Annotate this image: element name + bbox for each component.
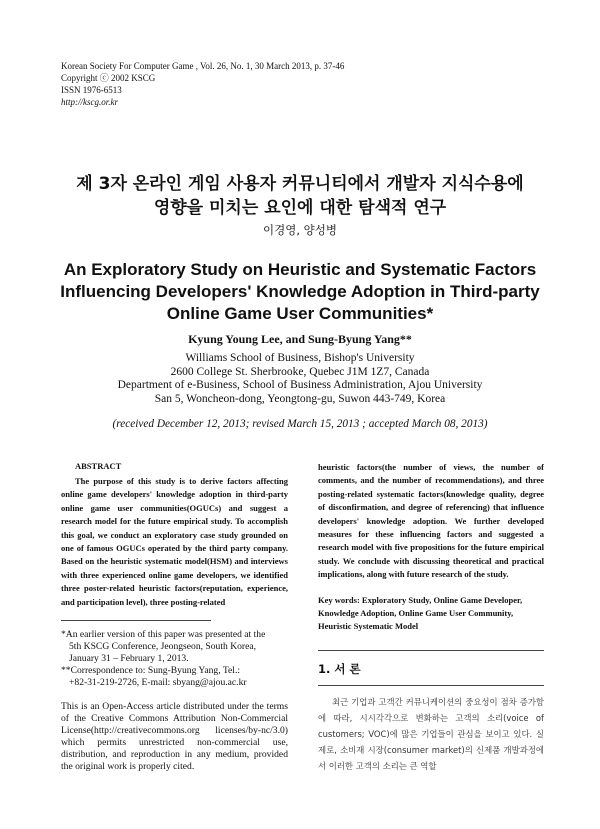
footnote-1-line-2: 5th KSCG Conference, Jeongseon, South Korea, xyxy=(69,641,257,653)
korean-title-line-2: 영향을 미치는 요인에 대한 탐색적 연구 xyxy=(153,198,447,218)
footnote-2-line-1: **Correspondence to: Sung-Byung Yang, Tel.: xyxy=(61,665,241,677)
affiliation-line-3: Department of e-Business, School of Business Administration, Ajou University xyxy=(117,379,483,392)
affiliation-line-1: Williams School of Business, Bishop's University xyxy=(185,352,415,364)
affiliation-line-2: 2600 College St. Sherbrooke, Quebec J1M 1Z7, Canada xyxy=(170,365,430,378)
keywords: Key words: Exploratory Study, Online Game Developer, Knowledge Adoption, Online Game User Community, Heuristic Systematic Model xyxy=(318,594,523,632)
korean-title-line-1: 제 3자 온라인 게임 사용자 커뮤니티에서 개발자 지식수용에 xyxy=(76,174,524,194)
footnote-1-line-1: *An earlier version of this paper was presented at the xyxy=(61,629,266,641)
korean-title xyxy=(40,172,560,220)
footnote-divider xyxy=(61,620,211,621)
affiliation-line-4: San 5, Woncheon-dong, Yeongtong-gu, Suwon 443-749, Korea xyxy=(154,392,446,405)
footnote-1-line-3: January 31 – February 1, 2013. xyxy=(69,653,189,665)
section-1-heading: 1. 서 론 xyxy=(318,661,361,676)
section-divider-top xyxy=(318,650,544,651)
english-title xyxy=(50,259,550,325)
journal-header xyxy=(61,60,344,108)
abstract-text-left: The purpose of this study is to derive factors affecting online game developers' knowledge adoption in third-party online game user communities(OGUCs) and suggest a research model for the future empirical study. To accomplish this goal, we conduct an exploratory case study grounded on one of famous OGUCs operated by the third party company. Based on the heuristic systematic model(HSM) and interviews with three experienced online game developers, we identified three poster-related heuristic factors(reputation, experience, and participation level), three posting-related xyxy=(61,476,288,607)
section-1-text: 최근 기업과 고객간 커뮤니케이션의 중요성이 점차 증가함에 따라, 시시각각으로 변화하는 고객의 소리(voice of customers; VOC)에 많은 기업들이 관심을 보이고 있다. 실제로, 소비재 시장(consumer market)의 신제품 개발과정에서 이러한 고객의 소리는 큰 역할 xyxy=(318,696,544,771)
abstract-text-right: heuristic factors(the number of views, the number of comments, and the number of recommendations), and three posting-related systematic factors(knowledge quality, degree of disconfirmation, and degree of referencing) that influence developers' knowledge adoption. We further developed measures for these influencing factors and suggested a research model with five propositions for the future empirical study. We conclude with discussing theoretical and practical implications, along with future research of the study. xyxy=(318,462,544,580)
journal-citation: Korean Society For Computer Game , Vol. 26, No. 1, 30 March 2013, p. 37-46 xyxy=(61,61,345,71)
english-title-line-1: An Exploratory Study on Heuristic and Systematic Factors xyxy=(63,260,537,279)
english-authors: Kyung Young Lee, and Sung-Byung Yang** xyxy=(188,332,412,346)
section-divider-bottom xyxy=(318,685,544,686)
left-column xyxy=(61,461,288,773)
affiliations xyxy=(0,352,600,406)
footnotes xyxy=(61,629,288,689)
right-column xyxy=(318,461,544,774)
received-dates: (received December 12, 2013; revised March 15, 2013 ; accepted March 08, 2013) xyxy=(112,418,488,430)
footnote-2-line-2: +82-31-219-2726, E-mail: sbyang@ajou.ac.kr xyxy=(69,677,247,689)
korean-authors: 이경영, 양성병 xyxy=(263,223,337,237)
issn-line: ISSN 1976-6513 xyxy=(61,85,122,95)
abstract-heading: ABSTRACT xyxy=(75,461,122,471)
license-notice: This is an Open-Access article distributed under the terms of the Creative Commons Attribution Non-Commercial License(http://creativecommons.org licenses/by-nc/3.0) which permits unrestricted non-commercial use, distribution, and reproduction in any medium, provided the original work is properly cited. xyxy=(61,700,288,772)
english-title-line-2: Influencing Developers' Knowledge Adoption in Third-party xyxy=(60,282,540,301)
copyright-line: Copyright ⓒ 2002 KSCG xyxy=(61,73,156,83)
journal-url[interactable]: http://kscg.or.kr xyxy=(61,97,118,107)
english-title-line-3: Online Game User Communities* xyxy=(166,304,434,323)
